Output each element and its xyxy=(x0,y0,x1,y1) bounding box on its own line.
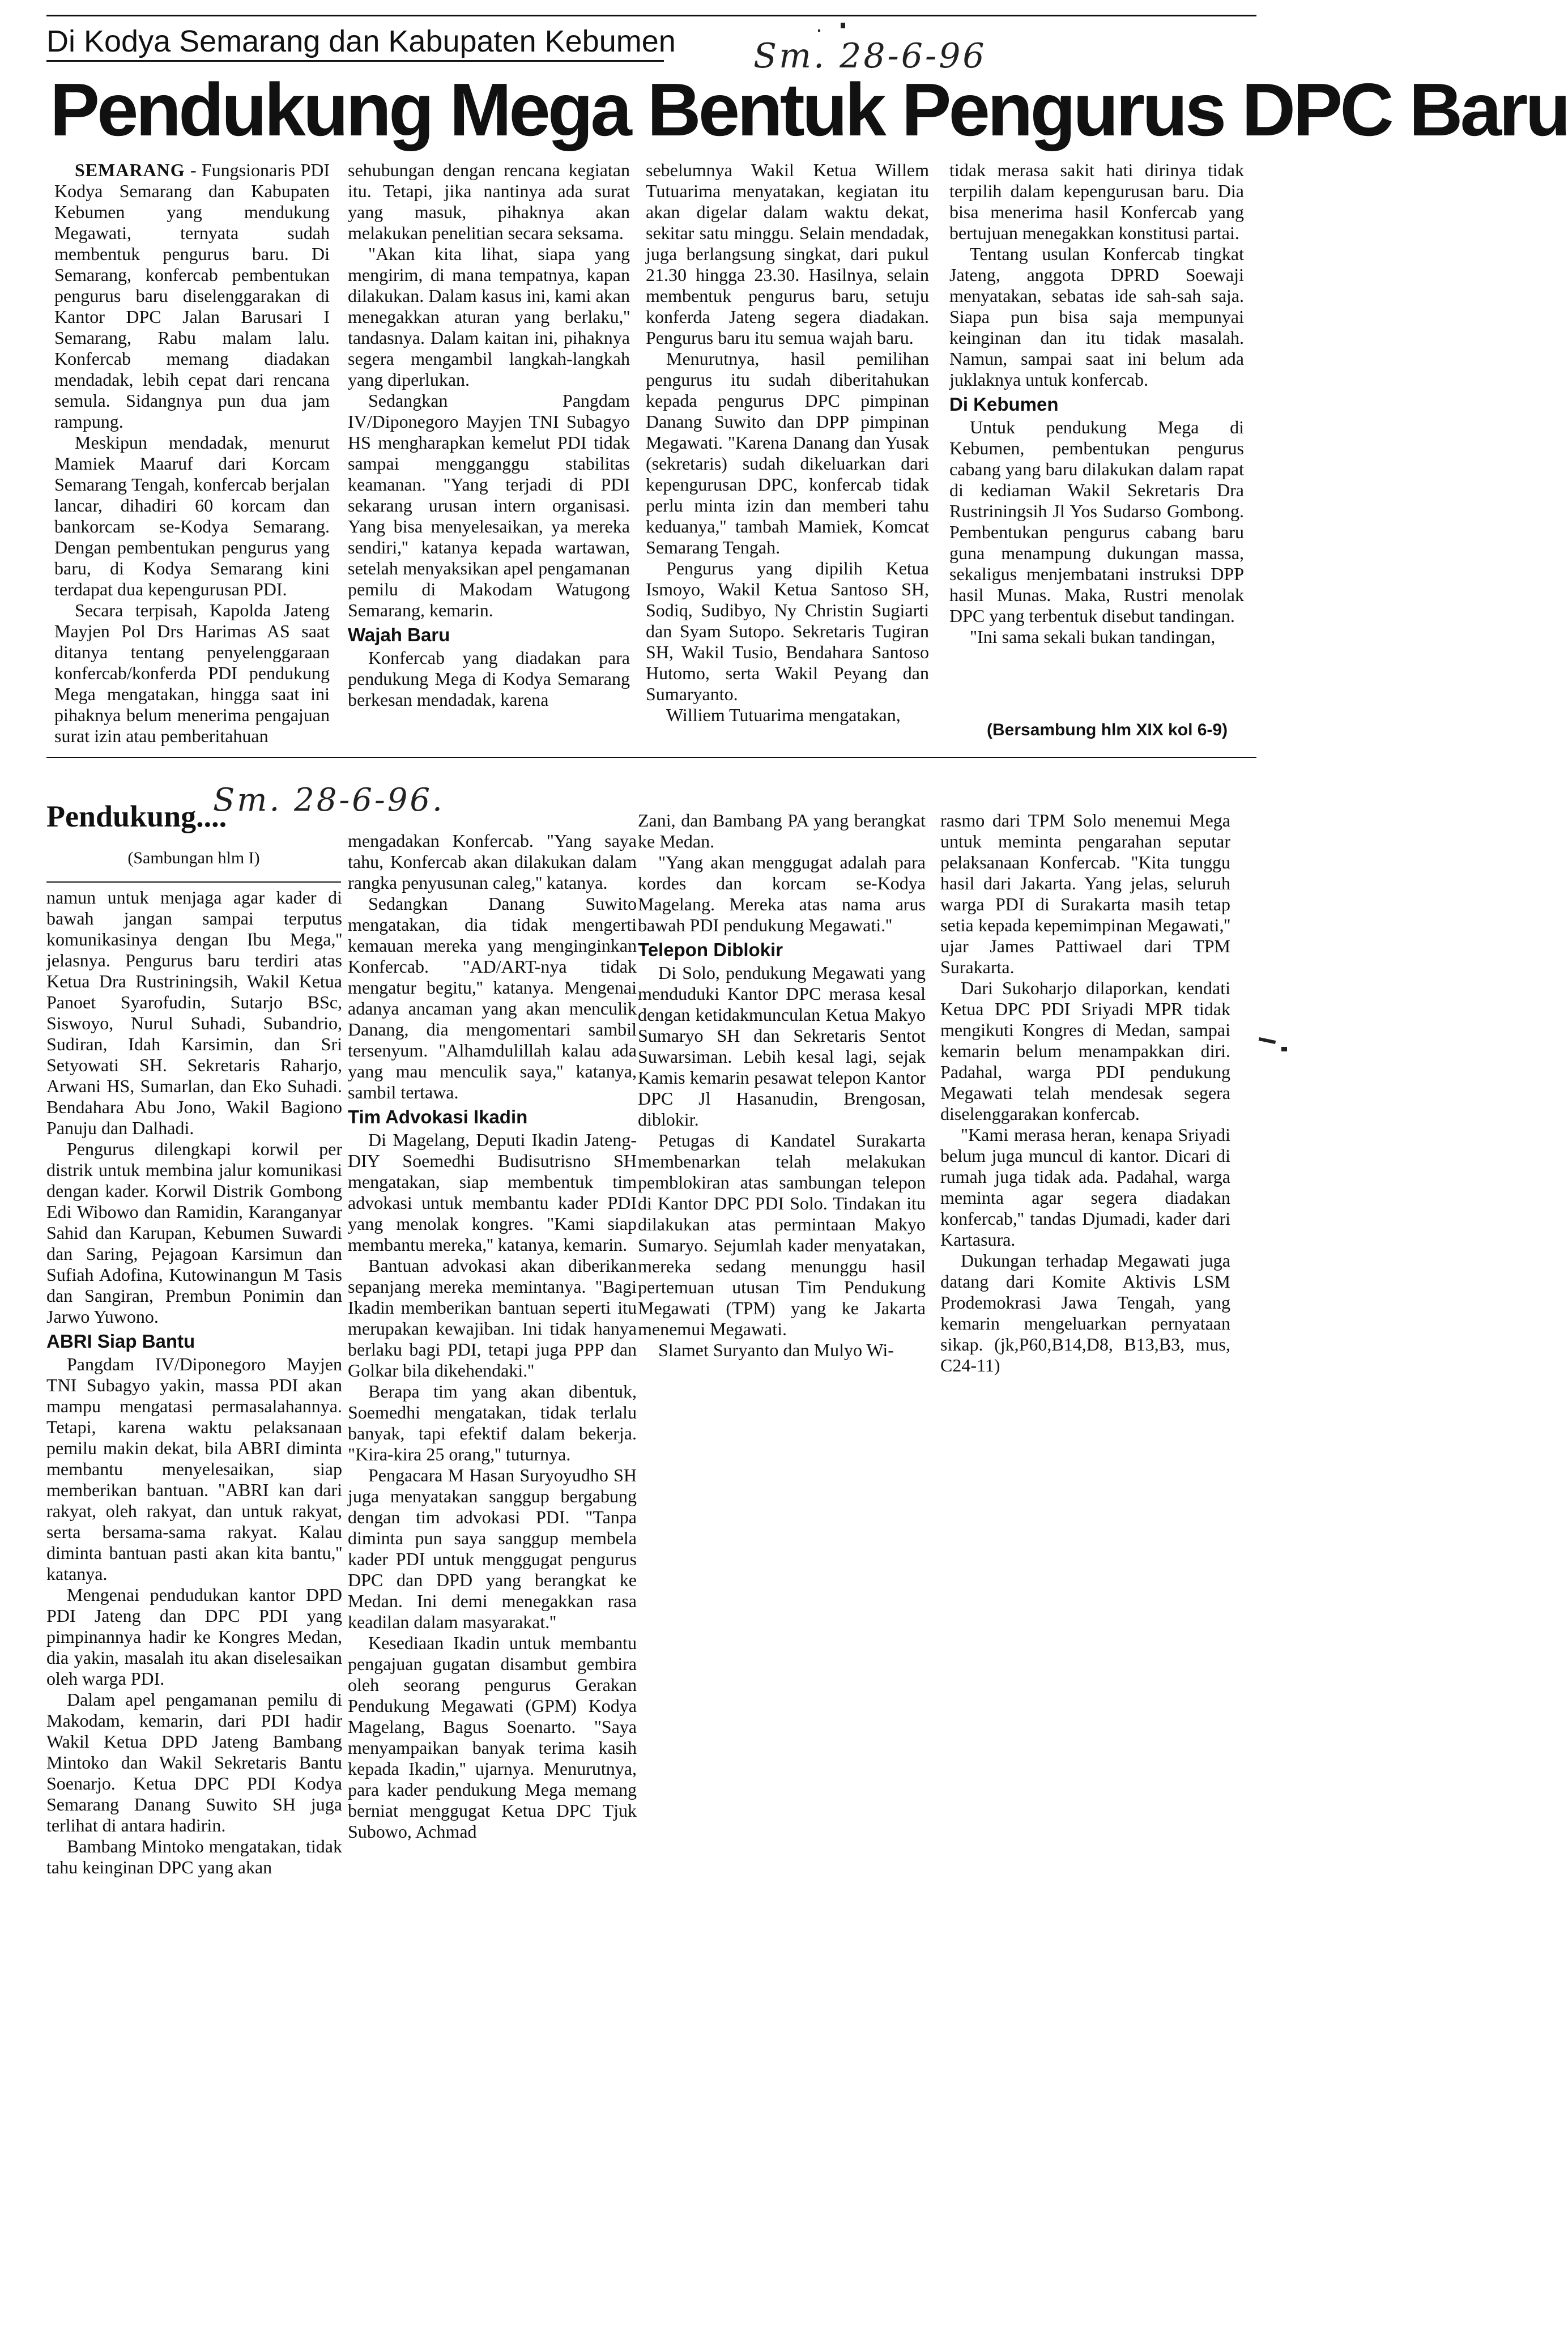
paragraph: Untuk pendukung Mega di Kebumen, pembentukan pengurus cabang yang baru dilakukan dalam rapat di kediaman Wakil Sekretaris Dra Rustriningsih Jl Yos Sudarso Gombong. Pembentukan pengurus cabang baru guna menampung dukungan massa, sekaligus menjembatani instruksi DPP hasil Munas. Maka, Rustri menolak DPC yang terbentuk disebut tandingan. xyxy=(949,417,1244,626)
scan-speck xyxy=(841,23,845,28)
paragraph: sebelumnya Wakil Ketua Willem Tutuarima menyatakan, kegiatan itu akan digelar dalam waktu dekat, sekitar satu minggu. Selain mendadak, juga berlangsung singkat, dari pukul 21.30 hingga 23.30. Hasilnya, selain membentuk pengurus baru, setuju konferda Jateng segera diadakan. Pengurus baru itu semua wajah baru. xyxy=(646,160,929,348)
continuation-kicker: Pendukung.... xyxy=(46,799,227,833)
paragraph: Secara terpisah, Kapolda Jateng Mayjen Pol Drs Harimas AS saat ditanya tentang penyelenggaraan konfercab/konferda PDI pendukung Mega mengatakan, hingga saat ini pihaknya belum menerima pengajuan surat izin atau pemberitahuan xyxy=(54,600,330,746)
paragraph: Petugas di Kandatel Surakarta membenarkan telah melakukan pemblokiran atas sambungan telepon di Kantor DPC PDI Solo. Tindakan itu dilakukan atas permintaan Makyo Sumaryo. Sejumlah kader menyatakan, mereka sedang menunggu hasil pertemuan utusan Tim Pendukung Megawati (TPM) yang ke Jakarta menemui Megawati. xyxy=(638,1130,926,1339)
continuation-column-1 xyxy=(46,887,342,1878)
continuation-column-3 xyxy=(638,810,926,1360)
paragraph: Pengurus dilengkapi korwil per distrik untuk membina jalur komunikasi dengan kader. Korwil Distrik Gombong Edi Wibowo dan Ramidin, Karanganyar Sahid dan Karupan, Kebumen Suwardi dan Saring, Pejagoan Karsimun dan Sufiah Adofina, Kutowinangun M Tasis dan Sangiran, Prembun Ponimin dan Jarwo Yuwono. xyxy=(46,1139,342,1327)
continuation-column-4 xyxy=(940,810,1230,1375)
paragraph: Dukungan terhadap Megawati juga datang dari Komite Aktivis LSM Prodemokrasi Jawa Tengah, yang kemarin mengeluarkan pernyataan sikap. (jk,P60,B14,D8, B13,B3, mus, C24-11) xyxy=(940,1250,1230,1375)
paragraph: - Fungsionaris PDI Kodya Semarang dan Kabupaten Kebumen yang mendukung Megawati, ternyata sudah membentuk pengurus baru. Di Semarang, konfercab pembentukan pengurus baru diselenggarakan di Kantor DPC Jalan Barusari I Semarang, Rabu malam lalu. Konfercab memang diadakan mendadak, lebih cepat dari rencana semula. Sidangnya pun dua jam rampung. xyxy=(54,160,330,432)
continued-note: (Bersambung hlm XIX kol 6-9) xyxy=(987,721,1228,739)
article-bottom-rule xyxy=(46,757,1256,758)
paragraph: "Ini sama sekali bukan tandingan, xyxy=(970,627,1216,647)
paragraph: "Yang akan menggugat adalah para kordes dan korcam se-Kodya Magelang. Mereka atas nama arus bawah PDI pendukung Megawati.'' xyxy=(638,852,926,935)
paragraph: Mengenai pendudukan kantor DPD PDI Jateng dan DPC PDI yang pimpinannya hadir ke Kongres Medan, dia yakin, masalah itu akan diselesaikan oleh warga PDI. xyxy=(46,1584,342,1689)
paragraph: Dalam apel pengamanan pemilu di Makodam, kemarin, dari PDI hadir Wakil Ketua DPD Jateng Bambang Mintoko dan Wakil Sekretaris Bantu Soenarjo. Ketua DPC PDI Kodya Semarang Danang Suwito SH juga terlihat di antara hadirin. xyxy=(46,1689,342,1835)
article-column-4 xyxy=(949,160,1244,718)
paragraph: Bambang Mintoko mengatakan, tidak tahu keinginan DPC yang akan xyxy=(46,1836,342,1877)
subheading: Tim Advokasi Ikadin xyxy=(348,1106,528,1127)
continued-from-note: (Sambungan hlm I) xyxy=(127,849,260,867)
paragraph: Pangdam IV/Diponegoro Mayjen TNI Subagyo yakin, massa PDI akan mampu mengatasi permasalahannya. Tetapi, karena waktu pelaksanaan pemilu makin dekat, bila ABRI diminta membantu menyelesaikan, siap memberikan bantuan. "ABRI kan dari rakyat, oleh rakyat, dan untuk rakyat, serta bersama-sama rakyat. Kalau diminta bantuan pasti akan kita bantu,'' katanya. xyxy=(46,1354,342,1584)
paragraph: sehubungan dengan rencana kegiatan itu. Tetapi, jika nantinya ada surat yang masuk, pihaknya akan melakukan penelitian secara seksama. xyxy=(348,160,630,243)
article-column-2 xyxy=(348,160,630,740)
paragraph: tidak merasa sakit hati dirinya tidak terpilih dalam kepengurusan baru. Dia bisa menerima hasil Konfercab yang bertujuan menegakkan konstitusi partai. xyxy=(949,160,1244,243)
article-kicker: Di Kodya Semarang dan Kabupaten Kebumen xyxy=(46,24,676,58)
dateline: SEMARANG xyxy=(75,160,185,180)
scan-speck xyxy=(1259,1037,1276,1044)
paragraph: Kesediaan Ikadin untuk membantu pengajuan gugatan disambut gembira oleh seorang pengurus Gerakan Pendukung Megawati (GPM) Kodya Magelang, Bagus Soenarto. "Saya menyampaikan banyak terima kasih kepada Ikadin,'' ujarnya. Menurutnya, para kader pendukung Mega memang berniat menggugat Ketua DPC Tjuk Subowo, Achmad xyxy=(348,1633,637,1842)
paragraph: Di Magelang, Deputi Ikadin Jateng-DIY Soemedhi Budisutrisno SH mengatakan, siap membentuk tim advokasi untuk membantu kader PDI yang menolak kongres. "Kami siap membantu mereka,'' katanya, kemarin. xyxy=(348,1130,637,1255)
paragraph: Menurutnya, hasil pemilihan pengurus itu sudah diberitahukan kepada pengurus DPC pimpinan Danang Suwito dan DPP pimpinan Megawati. "Karena Danang dan Yusak (sekretaris) sudah dikeluarkan dari kepengurusan DPC, konfercab tidak perlu minta izin dan memberi tahu keduanya,'' tambah Mamiek, Komcat Semarang Tengah. xyxy=(646,348,929,557)
continuation-rule xyxy=(46,881,341,883)
paragraph: Tentang usulan Konfercab tingkat Jateng, anggota DPRD Soewaji menyatakan, sebatas ide sah-sah saja. Siapa pun bisa saja mempunyai keinginan dan itu tidak masalah. Namun, sampai saat ini belum ada juklaknya untuk konfercab. xyxy=(949,244,1244,390)
lead-paragraph xyxy=(54,160,330,432)
paragraph: "Akan kita lihat, siapa yang mengirim, di mana tempatnya, kapan dilakukan. Dalam kasus ini, kami akan menegakkan aturan yang berlaku,'' tandasnya. Dalam kaitan ini, pihaknya segera mengambil langkah-langkah yang diperlukan. xyxy=(348,244,630,390)
subheading: Wajah Baru xyxy=(348,624,450,645)
paragraph: Bantuan advokasi akan diberikan sepanjang mereka memintanya. "Bagi Ikadin memberikan bantuan seperti itu merupakan kewajiban. Ini tidak hanya berlaku bagi PDI, tetapi juga PPP dan Golkar bila dikehendaki.'' xyxy=(348,1255,637,1381)
paragraph: Slamet Suryanto dan Mulyo Wi- xyxy=(658,1340,894,1360)
paragraph: namun untuk menjaga agar kader di bawah jangan sampai terputus komunikasinya dengan Ibu Mega,'' jelasnya. Pengurus baru terdiri atas Ketua Dra Rustriningsih, Wakil Ketua Panoet Syarofudin, Sutarjo BSc, Siswoyo, Nurul Suhadi, Subandrio, Sudiran, Idah Karsimin, dan Sri Setyowati SH. Sekretaris Raharjo, Arwani HS, Sumarlan, dan Eko Suhadi. Bendahara Abu Jono, Wakil Bagiono Panuju dan Dalhadi. xyxy=(46,887,342,1138)
paragraph: Dari Sukoharjo dilaporkan, kendati Ketua DPC PDI Sriyadi MPR tidak mengikuti Kongres di Medan, sampai kemarin belum menampakkan diri. Padahal, warga PDI pendukung Megawati telah mendesak segera diselenggarakan konfercab. xyxy=(940,978,1230,1124)
handwritten-date-2: Sm. 28-6-96. xyxy=(213,782,445,819)
top-rule xyxy=(46,15,1256,16)
subheading: ABRI Siap Bantu xyxy=(46,1331,195,1352)
article-column-3 xyxy=(646,160,929,740)
paragraph: "Kami merasa heran, kenapa Sriyadi belum juga muncul di kantor. Dicari di rumah juga tidak ada. Padahal, warga meminta agar segera diadakan konfercab,'' tandas Djumadi, kader dari Kartasura. xyxy=(940,1124,1230,1250)
paragraph: mengadakan Konfercab. "Yang saya tahu, Konfercab akan dilakukan dalam rangka penyusunan caleg,'' katanya. xyxy=(348,830,637,893)
paragraph: Zani, dan Bambang PA yang berangkat ke Medan. xyxy=(638,810,926,851)
headline: Pendukung Mega Bentuk Pengurus DPC Baru xyxy=(50,68,1568,151)
paragraph: Konfercab yang diadakan para pendukung Mega di Kodya Semarang berkesan mendadak, karena xyxy=(348,647,630,710)
subheading: Telepon Diblokir xyxy=(638,939,783,960)
handwritten-date: Sm. 28-6-96 xyxy=(753,36,987,76)
paragraph: Di Solo, pendukung Megawati yang menduduki Kantor DPC merasa kesal dengan ketidakmunculan Ketua Makyo Sumaryo SH dan Sekretaris Sentot Suwarsiman. Lebih kesal lagi, sejak Kamis kemarin pesawat telepon Kantor DPC Jl Hasanudin, Brengosan, diblokir. xyxy=(638,962,926,1130)
scan-speck xyxy=(818,29,820,32)
paragraph: Meskipun mendadak, menurut Mamiek Maaruf dari Korcam Semarang Tengah, konfercab berjalan lancar, dihadiri 60 korcam dan bankorcam se-Kodya Semarang. Dengan pembentukan pengurus yang baru, di Kodya Semarang kini terdapat dua kepengurusan PDI. xyxy=(54,432,330,599)
paragraph: Pengacara M Hasan Suryoyudho SH juga menyatakan sanggup bergabung dengan tim advokasi PDI. "Tanpa diminta pun saya sanggup membela kader PDI untuk menggugat pengurus DPC dan DPD yang berangkat ke Medan. Ini demi menegakkan rasa keadilan dalam masyarakat.'' xyxy=(348,1465,637,1632)
paragraph: Sedangkan Danang Suwito mengatakan, dia tidak mengerti kemauan mereka yang menginginkan Konfercab. "AD/ART-nya tidak mengatur begitu,'' katanya. Mengenai adanya ancaman yang akan menculik Danang, dia mengomentari sambil tersenyum. "Alhamdulillah kalau ada yang mau menculik saya,'' katanya, sambil tertawa. xyxy=(348,893,637,1102)
paragraph: Sedangkan Pangdam IV/Diponegoro Mayjen TNI Subagyo HS mengharapkan kemelut PDI tidak sampai mengganggu stabilitas keamanan. "Yang terjadi di PDI sekarang urusan intern organisasi. Yang bisa menyelesaikan, ya mereka sendiri,'' katanya kepada wartawan, setelah menyaksikan apel pengamanan pemilu di Makodam Watugong Semarang, kemarin. xyxy=(348,390,630,620)
article-column-1 xyxy=(54,160,330,746)
scan-speck xyxy=(1281,1047,1287,1051)
paragraph: Berapa tim yang akan dibentuk, Soemedhi mengatakan, tidak terlalu banyak, tapi efektif dalam bekerja. "Kira-kira 25 orang,'' tuturnya. xyxy=(348,1381,637,1464)
continuation-column-2 xyxy=(348,830,637,1878)
paragraph: Pengurus yang dipilih Ketua Ismoyo, Wakil Ketua Santoso SH, Sodiq, Sudibyo, Ny Christin Sugiarti dan Syam Sutopo. Sekretaris Tugiran SH, Wakil Tusio, Bendahara Santoso Hutomo, serta Wakil Peyang dan Sumaryanto. xyxy=(646,558,929,704)
kicker-underline xyxy=(46,60,664,62)
paragraph: rasmo dari TPM Solo menemui Mega untuk meminta pengarahan seputar pelaksanaan Konfercab. "Kita tunggu hasil dari Jakarta. Yang jelas, seluruh warga PDI di Surakarta masih tetap setia kepada kepemimpinan Megawati,'' ujar James Pattiwael dari TPM Surakarta. xyxy=(940,810,1230,977)
subheading: Di Kebumen xyxy=(949,394,1059,415)
paragraph: Williem Tutuarima mengatakan, xyxy=(666,705,901,725)
